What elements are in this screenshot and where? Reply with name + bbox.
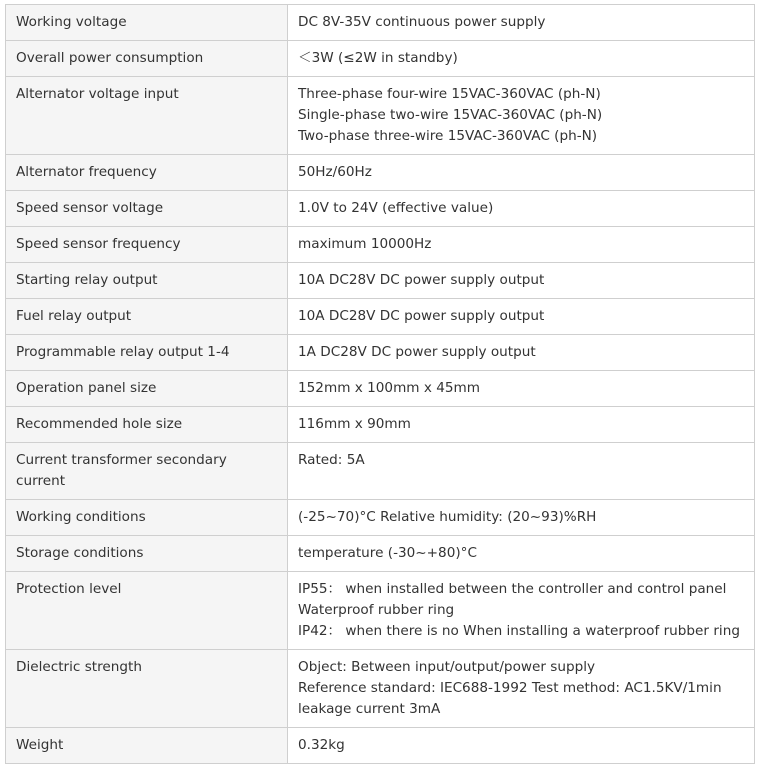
spec-value-line: 152mm x 100mm x 45mm (298, 380, 481, 396)
table-row (6, 155, 755, 191)
table-row (6, 536, 755, 572)
table-row (6, 572, 755, 650)
spec-table (5, 4, 755, 764)
spec-value (288, 650, 755, 728)
spec-value-line: 10A DC28V DC power supply output (298, 272, 545, 288)
table-row (6, 728, 755, 764)
spec-value-line: 0.32kg (298, 737, 345, 753)
spec-value-line: Object: Between input/output/power supply (298, 659, 596, 675)
spec-value (288, 335, 755, 371)
spec-label: Alternator frequency (6, 155, 288, 191)
spec-value-line: 116mm x 90mm (298, 416, 411, 432)
spec-value-line: DC 8V-35V continuous power supply (298, 14, 546, 30)
table-row (6, 299, 755, 335)
spec-value (288, 155, 755, 191)
spec-value-line: ＜3W (≤2W in standby) (298, 50, 458, 66)
table-row (6, 443, 755, 500)
spec-value-line: Rated: 5A (298, 452, 365, 468)
spec-value (288, 191, 755, 227)
spec-value-line: Single-phase two-wire 15VAC-360VAC (ph-N) (298, 107, 603, 123)
table-row (6, 335, 755, 371)
spec-label: Overall power consumption (6, 41, 288, 77)
spec-label: Protection level (6, 572, 288, 650)
spec-label: Current transformer secondary current (6, 443, 288, 500)
spec-label: Programmable relay output 1-4 (6, 335, 288, 371)
spec-value-line: 50Hz/60Hz (298, 164, 372, 180)
spec-value-line: Waterproof rubber ring (298, 602, 455, 618)
spec-value (288, 407, 755, 443)
spec-value-line: 1A DC28V DC power supply output (298, 344, 536, 360)
spec-value-line: 1.0V to 24V (effective value) (298, 200, 494, 216)
spec-label: Working conditions (6, 500, 288, 536)
spec-label: Working voltage (6, 5, 288, 41)
spec-value (288, 728, 755, 764)
table-row (6, 263, 755, 299)
spec-table-body (6, 5, 755, 764)
table-row (6, 650, 755, 728)
table-row (6, 371, 755, 407)
spec-value (288, 371, 755, 407)
table-row (6, 41, 755, 77)
spec-value-line: temperature (-30~+80)°C (298, 545, 477, 561)
spec-label: Recommended hole size (6, 407, 288, 443)
spec-value (288, 572, 755, 650)
table-row (6, 5, 755, 41)
spec-label: Speed sensor voltage (6, 191, 288, 227)
spec-value (288, 41, 755, 77)
spec-label: Dielectric strength (6, 650, 288, 728)
spec-value-line: (-25~70)°C Relative humidity: (20~93)%RH (298, 509, 597, 525)
spec-value-line: IP42： when there is no When installing a waterproof rubber ring (298, 623, 740, 639)
spec-value (288, 263, 755, 299)
spec-value (288, 443, 755, 500)
spec-table-container (5, 4, 755, 764)
table-row (6, 77, 755, 155)
spec-label: Starting relay output (6, 263, 288, 299)
table-row (6, 407, 755, 443)
spec-label: Alternator voltage input (6, 77, 288, 155)
spec-value (288, 5, 755, 41)
spec-label: Storage conditions (6, 536, 288, 572)
spec-value (288, 500, 755, 536)
spec-label: Weight (6, 728, 288, 764)
spec-value-line: Reference standard: IEC688-1992 Test method: AC1.5KV/1min (298, 680, 722, 696)
spec-value-line: Two-phase three-wire 15VAC-360VAC (ph-N) (298, 128, 598, 144)
table-row (6, 191, 755, 227)
spec-value-line: maximum 10000Hz (298, 236, 432, 252)
spec-label: Fuel relay output (6, 299, 288, 335)
table-row (6, 500, 755, 536)
spec-value-line: leakage current 3mA (298, 701, 441, 717)
spec-value-line: IP55： when installed between the controller and control panel (298, 581, 727, 597)
spec-value (288, 536, 755, 572)
spec-label: Operation panel size (6, 371, 288, 407)
spec-label: Speed sensor frequency (6, 227, 288, 263)
spec-value (288, 77, 755, 155)
spec-value (288, 299, 755, 335)
spec-value (288, 227, 755, 263)
spec-value-line: Three-phase four-wire 15VAC-360VAC (ph-N) (298, 86, 601, 102)
table-row (6, 227, 755, 263)
spec-value-line: 10A DC28V DC power supply output (298, 308, 545, 324)
